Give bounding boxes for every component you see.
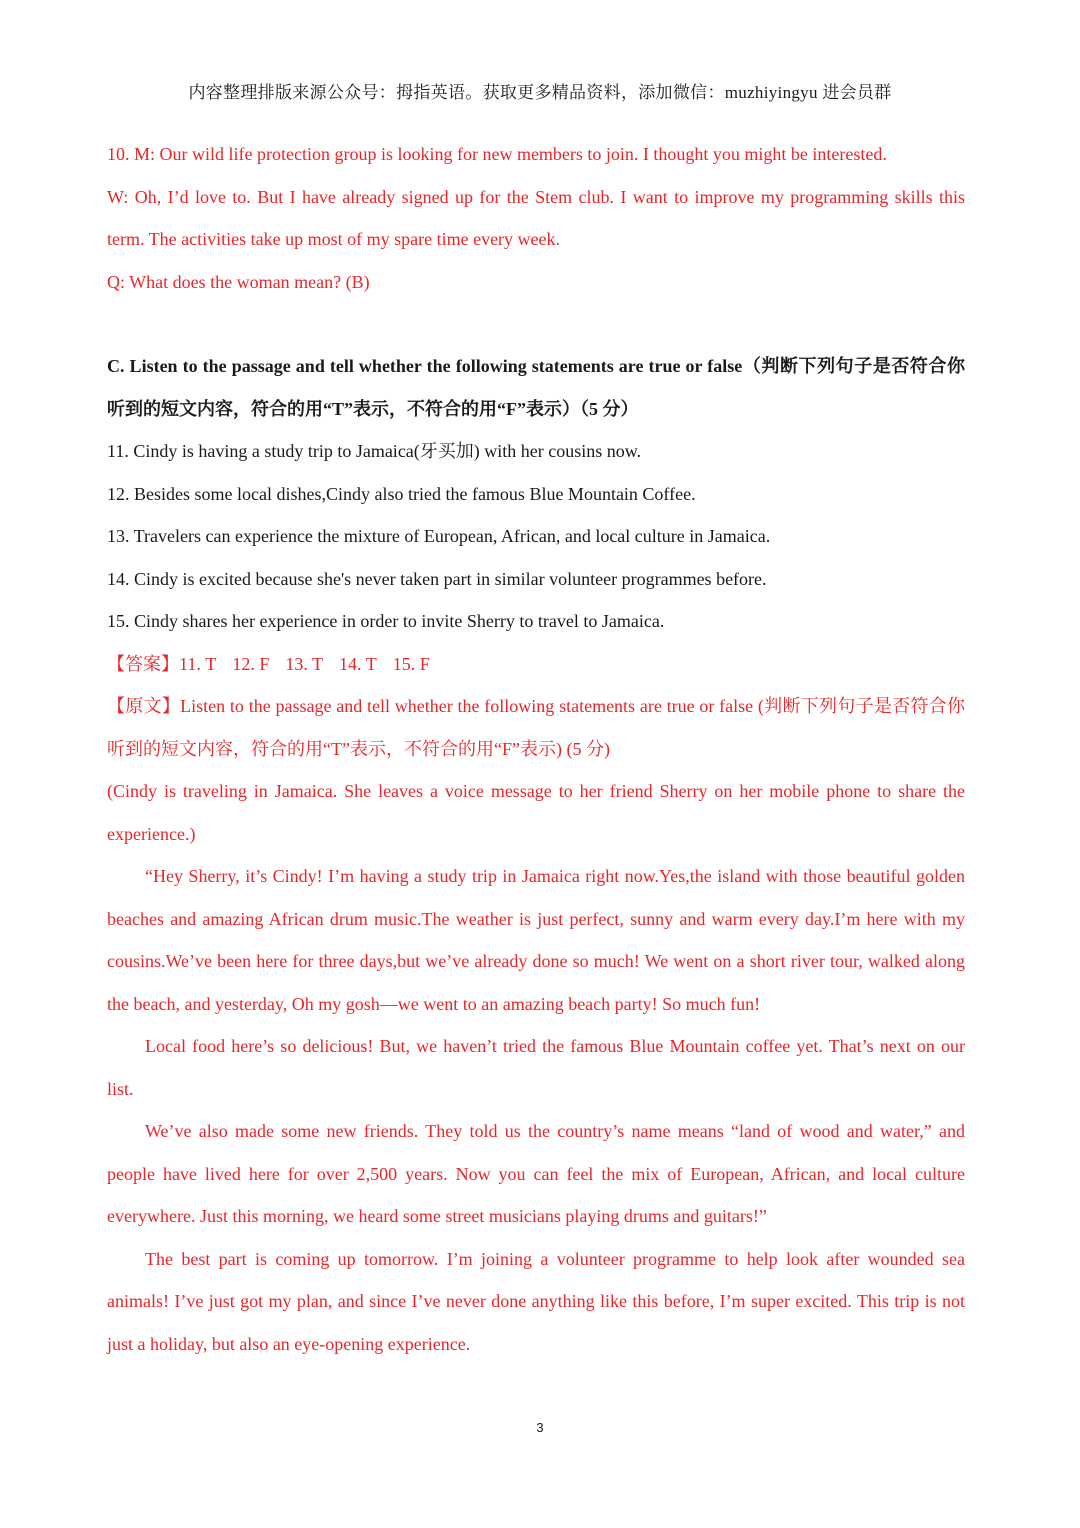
statement-13: 13. Travelers can experience the mixture of European, African, and local culture in Jamaica. [107, 526, 771, 546]
section-gap [107, 303, 965, 345]
q10-man-line: 10. M: Our wild life protection group is looking for new members to join. I thought you might be interested. [107, 144, 887, 164]
answer-item: 11. T [179, 653, 217, 674]
transcript-paragraph: The best part is coming up tomorrow. I’m joining a volunteer programme to help look after wounded sea animals! I’ve just got my plan, and since I’ve never done anything like this before, I’m super excited. This trip is not just a holiday, but also an eye-opening experience. [107, 1248, 965, 1354]
page-body [107, 133, 965, 1365]
transcript-paragraph: “Hey Sherry, it’s Cindy! I’m having a study trip in Jamaica right now.Yes,the island with those beautiful golden beaches and amazing African drum music.The weather is just perfect, sunny and warm every day.I’m here with my cousins.We’ve been here for three days,but we’ve already done so much! We went on a short river tour, walked along the beach, and yesterday, Oh my gosh—we went to an amazing beach party! So much fun! [107, 866, 965, 1014]
page-header: 内容整理排版来源公众号：拇指英语。获取更多精品资料，添加微信：muzhiyingyu 进会员群 [188, 83, 892, 102]
answer-item: 13. T [285, 653, 324, 674]
statement-15: 15. Cindy shares her experience in order to invite Sherry to travel to Jamaica. [107, 611, 665, 631]
original-label: 【原文】 [107, 696, 181, 716]
answer-label: 【答案】 [107, 653, 179, 674]
transcript-paragraph: Local food here’s so delicious! But, we haven’t tried the famous Blue Mountain coffee yet. That’s next on our list. [107, 1036, 965, 1099]
statement-14: 14. Cindy is excited because she's never taken part in similar volunteer programmes before. [107, 568, 767, 589]
statement-11: 11. Cindy is having a study trip to Jamaica(牙买加) with her cousins now. [107, 441, 642, 461]
original-intro [107, 685, 965, 770]
q10-woman-line: W: Oh, I’d love to. But I have already signed up for the Stem club. I want to improve my programming skills this term. The activities take up most of my spare time every week. [107, 186, 965, 249]
original-intro-text: Listen to the passage and tell whether the following statements are true or false (判断下列句子是否符合你听到的短文内容，符合的用“T”表示，不符合的用“F”表示) (5 分) [107, 696, 966, 759]
original-context: (Cindy is traveling in Jamaica. She leaves a voice message to her friend Sherry on her mobile phone to share the experience.) [107, 781, 965, 844]
answer-item: 15. F [392, 653, 430, 674]
transcript-paragraph: We’ve also made some new friends. They told us the country’s name means “land of wood and water,” and people have lived here for over 2,500 years. Now you can feel the mix of European, African, and local culture everywhere. Just this morning, we heard some street musicians playing drums and guitars!” [107, 1121, 965, 1226]
answer-item: 12. F [232, 653, 270, 674]
answer-line [107, 643, 965, 686]
page-number: 3 [536, 1420, 544, 1435]
answer-item: 14. T [339, 653, 377, 674]
section-c-heading: C. Listen to the passage and tell whether the following statements are true or false（判断下列句子是否符合你听到的短文内容，符合的用“T”表示，不符合的用“F”表示）（5 分） [107, 356, 965, 419]
statement-12: 12. Besides some local dishes,Cindy also tried the famous Blue Mountain Coffee. [107, 483, 696, 504]
q10-question: Q: What does the woman mean? (B) [107, 271, 370, 292]
